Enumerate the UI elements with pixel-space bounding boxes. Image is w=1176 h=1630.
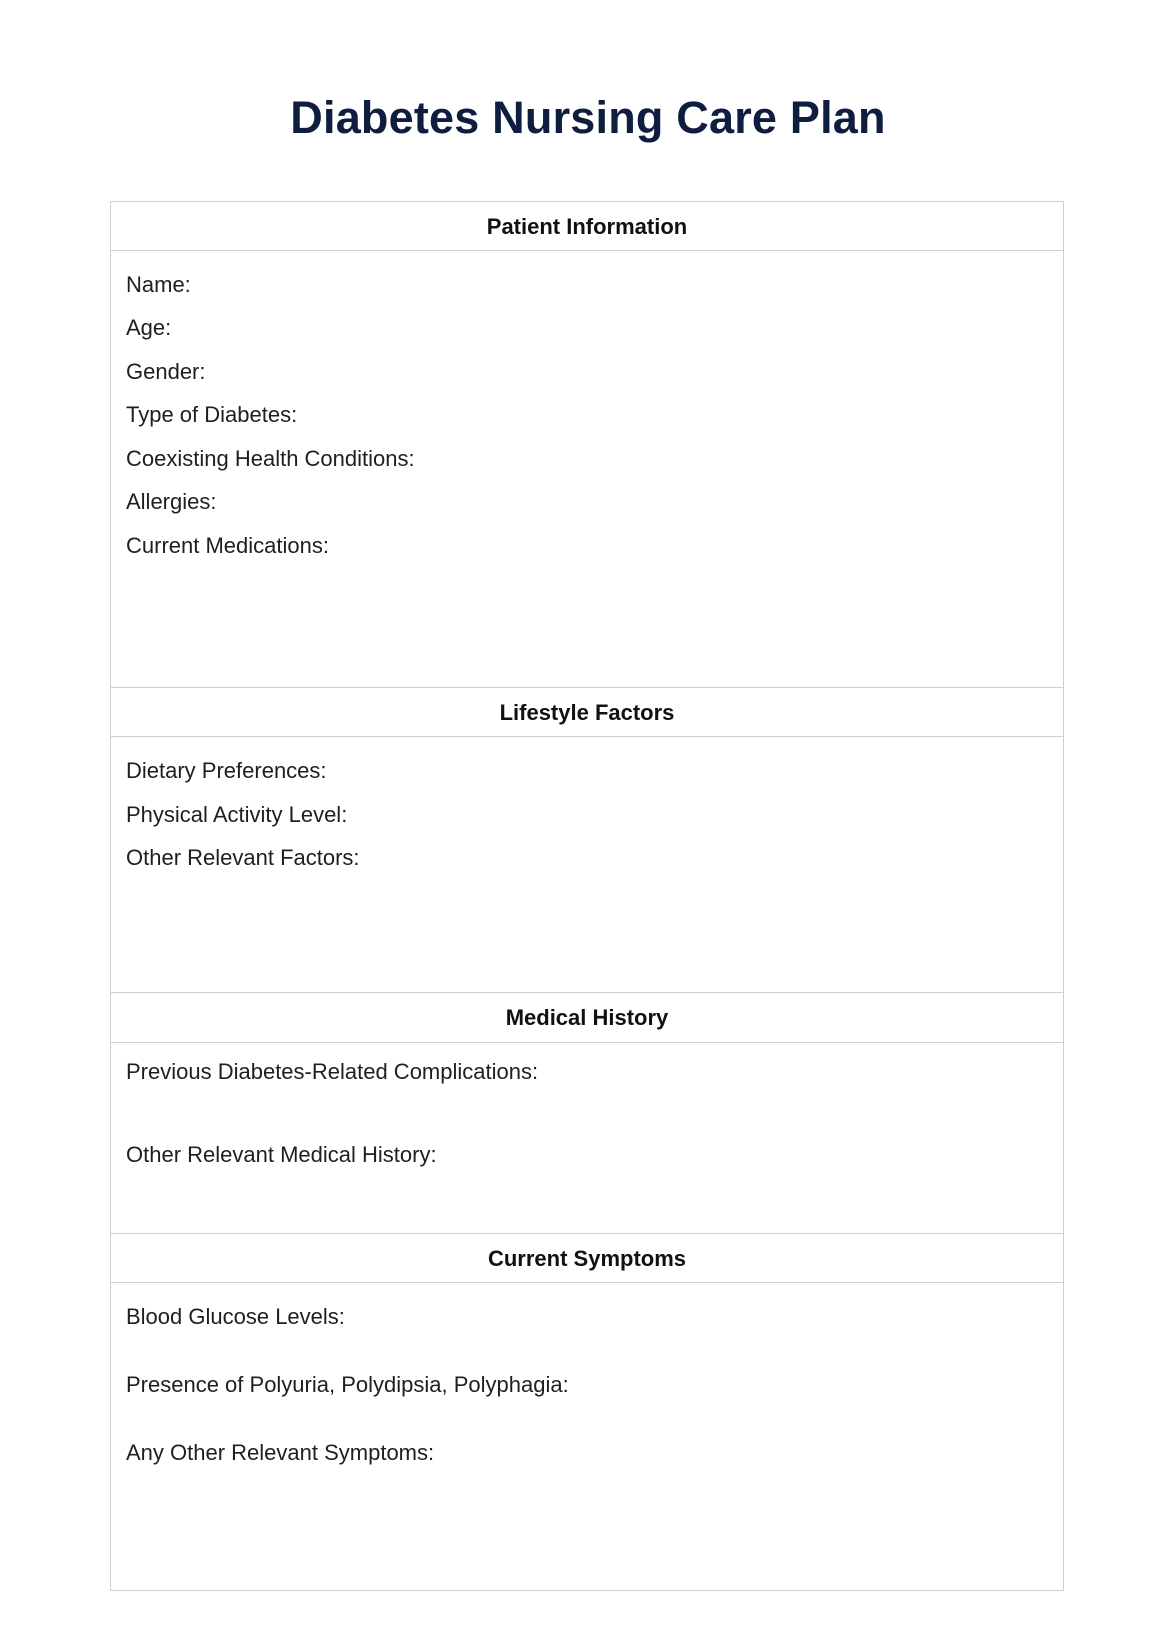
field-coexisting-health-conditions: Coexisting Health Conditions: — [126, 446, 415, 471]
field-age: Age: — [126, 315, 172, 340]
section-heading-current-symptoms: Current Symptoms — [111, 1233, 1063, 1283]
field-blood-glucose-levels: Blood Glucose Levels: — [126, 1304, 345, 1329]
field-other-relevant-symptoms: Any Other Relevant Symptoms: — [126, 1440, 435, 1465]
field-other-relevant-factors: Other Relevant Factors: — [126, 845, 360, 870]
field-name: Name: — [126, 272, 191, 297]
field-polyuria-polydipsia-polyphagia: Presence of Polyuria, Polydipsia, Polyphagia: — [126, 1372, 569, 1397]
field-allergies: Allergies: — [126, 489, 217, 514]
field-other-relevant-medical-history: Other Relevant Medical History: — [126, 1142, 437, 1167]
care-plan-form — [110, 201, 1064, 1591]
page-title: Diabetes Nursing Care Plan — [290, 92, 886, 143]
field-current-medications: Current Medications: — [126, 533, 329, 558]
field-type-of-diabetes: Type of Diabetes: — [126, 402, 298, 427]
field-dietary-preferences: Dietary Preferences: — [126, 758, 327, 783]
field-gender: Gender: — [126, 359, 206, 384]
field-previous-diabetes-related-complications: Previous Diabetes-Related Complications: — [126, 1059, 539, 1084]
field-physical-activity-level: Physical Activity Level: — [126, 802, 348, 827]
section-heading-lifestyle-factors: Lifestyle Factors — [111, 687, 1063, 737]
section-heading-patient-information: Patient Information — [111, 202, 1063, 251]
section-heading-medical-history: Medical History — [111, 992, 1063, 1043]
